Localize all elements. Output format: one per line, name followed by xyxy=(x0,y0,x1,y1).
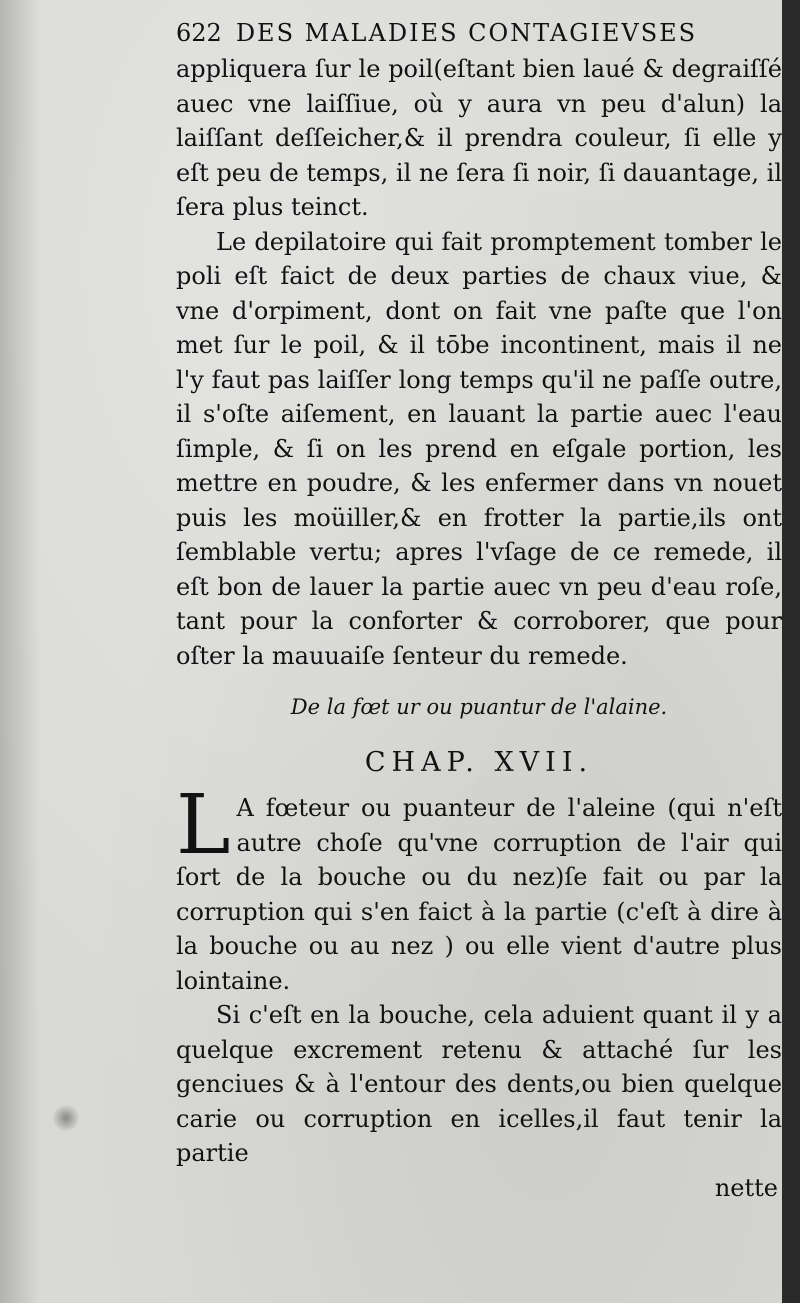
page-gutter-shadow xyxy=(0,0,40,1303)
chapter-opening-text: A fœteur ou puanteur de l'aleine (qui n'eſt autre choſe qu'vne corruption de l'air qui ſort de la bouche ou du nez)ſe fait ou par la corruption qui s'en faict à la partie (c'eſt à dire à la bouche ou au nez ) ou elle vient d'autre plus lointaine. xyxy=(176,794,782,995)
drop-cap: L xyxy=(176,778,231,873)
running-header xyxy=(176,14,782,52)
running-title: DES MALADIES CONTAGIEVSES xyxy=(235,19,698,47)
page-number: 622 xyxy=(176,19,222,47)
chapter-opening-paragraph xyxy=(176,778,782,998)
section-subtitle: De la fœt ur ou puantur de l'alaine. xyxy=(290,695,668,719)
paragraph-continuation: appliquera ſur le poil(eſtant bien laué & degraiſſé auec vne laiſſiue, où y aura vn peu d'alun) la laiſſant deſſeicher,& il prendra couleur, ſi elle y eſt peu de temps, il ne ſera ſi noir, ſi dauantage, il ſera plus teinct. xyxy=(176,55,782,221)
paragraph-depilatoire: Le depilatoire qui fait promptement tomber le poli eſt faict de deux parties de chaux viue, & vne d'orpiment, dont on fait vne paſte que l'on met ſur le poil, & il tōbe incontinent, mais il ne l'y faut pas laiſſer long temps qu'il ne paſſe outre, il s'oſte aiſement, en lauant la partie auec l'eau ſimple, & ſi on les prend en eſgale portion, les mettre en poudre, & les enfermer dans vn nouet puis les moüiller,& en frotter la partie,ils ont ſemblable vertu; apres l'vſage de ce remede, il eſt bon de lauer la partie auec vn peu d'eau roſe, tant pour la conforter & corroborer, que pour oſter la mauuaiſe ſenteur du remede. xyxy=(176,227,782,670)
paper-stain xyxy=(52,1104,80,1132)
scan-border xyxy=(782,0,800,1303)
chapter-heading: CHAP. XVII. xyxy=(364,747,594,778)
paragraph-bouche: Si c'eſt en la bouche, cela aduient quant il y a quelque excrement retenu & attaché ſur les genciues & à l'entour des dents,ou bien quelque carie ou corruption en icelles,il faut tenir la partie xyxy=(176,1001,782,1167)
catchword: nette xyxy=(714,1173,778,1202)
text-block xyxy=(176,14,782,1205)
